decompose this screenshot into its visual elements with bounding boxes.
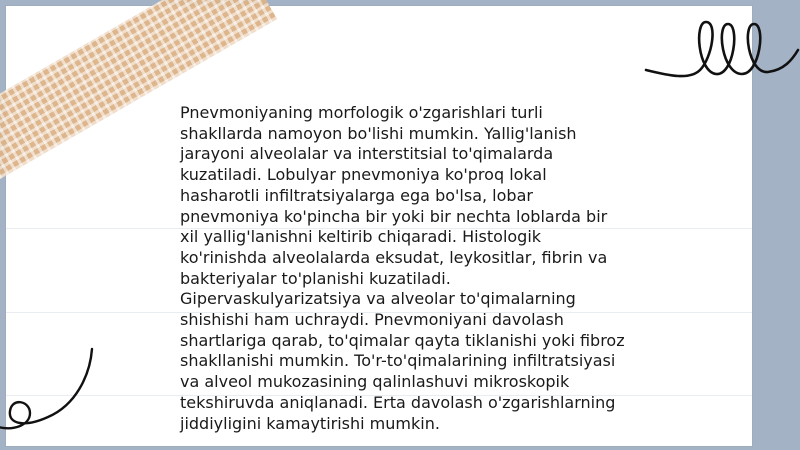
curl-doodle-decoration	[0, 345, 110, 435]
scribble-loops-decoration	[640, 10, 800, 90]
body-paragraph: Pnevmoniyaning morfologik o'zgarishlari turli shakllarda namoyon bo'lishi mumkin. Yallig'lanish jarayoni alveolalar va interstitsial to'qimalarda kuzatiladi. Lobulyar pnevmoniya ko'proq lokal hasharotli infiltratsiyalarga ega bo'lsa, lobar pnevmoniya ko'pincha bir yoki bir nechta loblarda bir xil yallig'lanishni keltirib chiqaradi. Histologik ko'rinishda alveolalarda eksudat, leykositlar, fibrin va bakteriyalar to'planishi kuzatiladi. Gipervaskulyarizatsiya va alveolar to'qimalarning shishishi ham uchraydi. Pnevmoniyani davolash shartlariga qarab, to'qimalar qayta tiklanishi yoki fibroz shakllanishi mumkin. To'r-to'qimalarining infiltratsiyasi va alveol mukozasining qalinlashuvi mikroskopik tekshiruvda aniqlanadi. Erta davolash o'zgarishlarning jiddiyligini kamaytirishi mumkin.	[180, 103, 625, 433]
